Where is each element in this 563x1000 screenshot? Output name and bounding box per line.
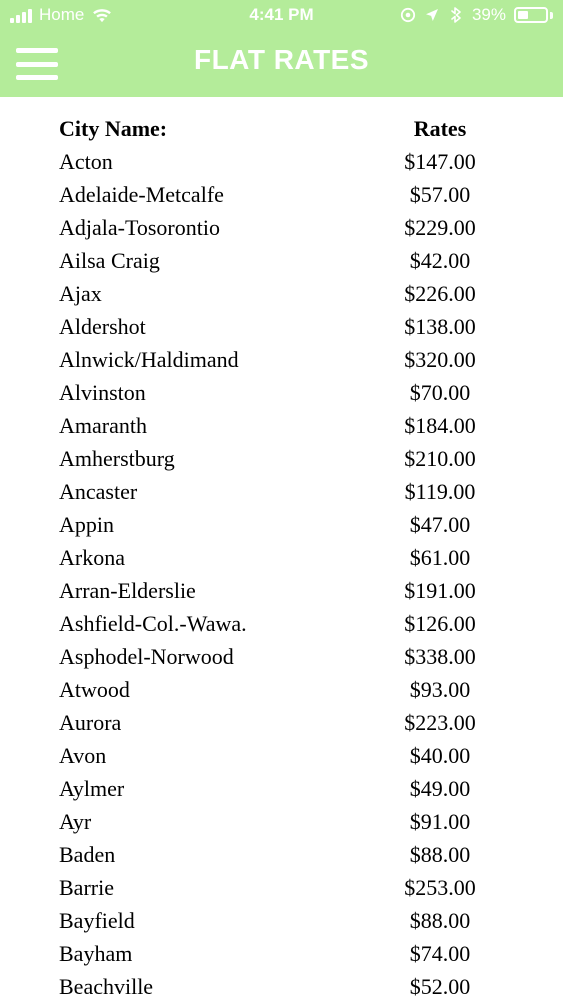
city-name-cell: Ashfield-Col.-Wawa.: [59, 611, 247, 636]
rate-cell: $88.00: [409, 842, 471, 867]
table-row: [0, 343, 563, 376]
column-header-city: City Name:: [59, 115, 168, 141]
rate-cell: $229.00: [404, 215, 476, 240]
rate-cell: $210.00: [404, 446, 476, 471]
table-row: [0, 442, 563, 475]
rate-cell: $119.00: [404, 479, 476, 504]
rate-cell: $93.00: [409, 677, 471, 702]
battery-nub: [550, 12, 553, 19]
rate-cell: $70.00: [409, 380, 471, 405]
bluetooth-icon: [448, 7, 464, 23]
city-name-cell: Ajax: [59, 281, 102, 306]
status-bar: [0, 0, 563, 30]
rate-cell: $191.00: [404, 578, 476, 603]
city-name-cell: Bayfield: [59, 908, 135, 933]
rate-cell: $40.00: [409, 743, 471, 768]
city-name-cell: Adjala-Tosorontio: [59, 215, 220, 240]
table-row: [0, 739, 563, 772]
flat-rates-table: [0, 112, 563, 1000]
rate-cell: $147.00: [404, 149, 476, 174]
city-name-cell: Atwood: [59, 677, 130, 702]
table-row: [0, 310, 563, 343]
rate-cell: $74.00: [409, 941, 471, 966]
status-right: [400, 0, 553, 30]
city-name-cell: Acton: [59, 149, 113, 174]
rate-cell: $253.00: [404, 875, 476, 900]
table-row: [0, 838, 563, 871]
city-name-cell: Ayr: [59, 809, 92, 834]
table-row: [0, 508, 563, 541]
table-header-row: [0, 112, 563, 145]
city-name-cell: Alvinston: [59, 380, 146, 405]
column-header-rate: Rates: [413, 115, 467, 141]
city-name-cell: Bayham: [59, 941, 133, 966]
table-row: [0, 574, 563, 607]
battery-fill: [518, 11, 528, 19]
rate-cell: $91.00: [409, 809, 471, 834]
rate-cell: $42.00: [409, 248, 471, 273]
city-name-cell: Arkona: [59, 545, 125, 570]
table-row: [0, 970, 563, 1000]
table-row: [0, 640, 563, 673]
table-row: [0, 178, 563, 211]
rate-cell: $338.00: [404, 644, 476, 669]
rate-cell: $184.00: [404, 413, 476, 438]
table-row: [0, 277, 563, 310]
rate-cell: $226.00: [404, 281, 476, 306]
table-row: [0, 475, 563, 508]
app-header: [0, 0, 563, 97]
rate-cell: $223.00: [404, 710, 476, 735]
page-title: FLAT RATES: [193, 44, 370, 75]
rate-cell: $138.00: [404, 314, 476, 339]
city-name-cell: Ancaster: [59, 479, 138, 504]
city-name-cell: Ailsa Craig: [59, 248, 160, 273]
table-row: [0, 244, 563, 277]
table-row: [0, 706, 563, 739]
city-name-cell: Arran-Elderslie: [59, 578, 196, 603]
city-name-cell: Amaranth: [59, 413, 147, 438]
table-row: [0, 904, 563, 937]
table-row: [0, 211, 563, 244]
carrier-label: Home: [39, 5, 85, 24]
table-row: [0, 607, 563, 640]
table-body: [0, 145, 563, 1000]
city-name-cell: Asphodel-Norwood: [59, 644, 234, 669]
table-row: [0, 772, 563, 805]
rate-cell: $126.00: [404, 611, 476, 636]
battery-percent: 39%: [471, 5, 506, 24]
city-name-cell: Barrie: [59, 875, 114, 900]
rate-cell: $52.00: [409, 974, 471, 999]
rate-cell: $320.00: [404, 347, 476, 372]
rate-cell: $61.00: [409, 545, 471, 570]
table-row: [0, 937, 563, 970]
battery-shell: [514, 7, 548, 23]
city-name-cell: Adelaide-Metcalfe: [59, 182, 224, 207]
city-name-cell: Aurora: [59, 710, 122, 735]
city-name-cell: Baden: [59, 842, 116, 867]
city-name-cell: Beachville: [59, 974, 154, 999]
table-row: [0, 145, 563, 178]
table-row: [0, 541, 563, 574]
table-row: [0, 673, 563, 706]
city-name-cell: Alnwick/Haldimand: [59, 347, 239, 372]
rate-cell: $49.00: [409, 776, 471, 801]
location-arrow-icon: [424, 7, 440, 23]
city-name-cell: Avon: [59, 743, 107, 768]
rate-cell: $57.00: [409, 182, 471, 207]
table-row: [0, 376, 563, 409]
city-name-cell: Amherstburg: [59, 446, 175, 471]
rate-cell: $88.00: [409, 908, 471, 933]
location-lock-icon: [400, 7, 416, 23]
nav-bar: [0, 30, 563, 97]
table-row: [0, 805, 563, 838]
table-row: [0, 409, 563, 442]
table-row: [0, 871, 563, 904]
city-name-cell: Aylmer: [59, 776, 125, 801]
city-name-cell: Appin: [59, 512, 114, 537]
status-time: 4:41 PM: [249, 5, 314, 24]
battery-icon: [514, 7, 553, 23]
rate-cell: $47.00: [409, 512, 471, 537]
city-name-cell: Aldershot: [59, 314, 146, 339]
